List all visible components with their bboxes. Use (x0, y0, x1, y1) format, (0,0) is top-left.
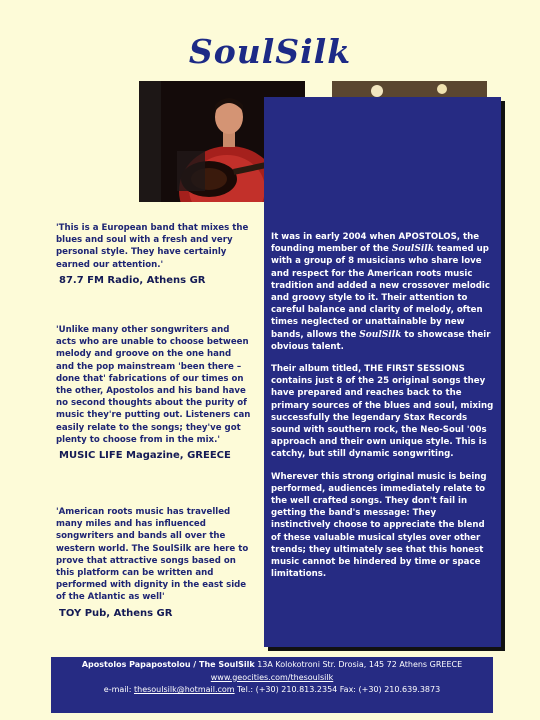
footer-line-2 (51, 672, 493, 685)
fax: Fax: (+30) 210.639.3873 (339, 685, 441, 695)
story-p1-part-b: teamed up with a group of 8 musicians who share love and respect for the American roots music tradition and added a new crossover melodic and groovy style to it. Their attention to careful balance and clarity of melody, often times neglected or unattainable by new bands, allows the (271, 244, 490, 340)
brand-name-inline: SoulSilk (391, 244, 434, 255)
story-text (271, 231, 497, 590)
story-paragraph-3: Wherever this strong original music is being performed, audiences immediately relate to the well crafted songs. They don't fail in getting the band's message: They instinctively choose to appreciate the blend of these valuable musical styles over other trends; they ultimately see that this honest music cannot be hindered by time or space limitations. (271, 471, 487, 580)
story-paragraph-1 (271, 231, 497, 353)
footer-line-1 (51, 659, 493, 672)
footer-line-3 (51, 684, 493, 697)
contact-address: 13A Kolokotroni Str. Drosia, 145 72 Athens GREECE (257, 660, 463, 669)
review-quote: 'American roots music has travelled many miles and has influenced songwriters and bands all over the western world. The SoulSilk are here to prove that attractive songs based on this platform can be written and performed with dignity in the east side of the Atlantic as well' (56, 507, 249, 603)
telephone: Tel.: (+30) 210.813.2354 (237, 685, 338, 695)
review-source: MUSIC LIFE Magazine, GREECE (59, 450, 231, 462)
story-paragraph-2: Their album titled, THE FIRST SESSIONS contains just 8 of the 25 original songs they have prepared and reaches back to the primary sources of the blues and soul, mixing successfully the legendary Stax Records sound with southern rock, the Neo-Soul '00s approach and their own unique style. This is catchy, but still dynamic songwriting. (271, 364, 494, 460)
story-p1-part-c: to showcase their obvious talent. (271, 329, 491, 352)
email-link[interactable]: thesoulsilk@hotmail.com (133, 685, 235, 695)
review-quote: 'Unlike many other songwriters and acts who are unable to choose between melody and groove on the one hand and the pop mainstream 'been there – done that' fabrications of our times on the other, Apostolos and his band have no second thoughts about the purity of music they're putting out. Listeners can easily relate to the songs; they've got plenty to choose from in the mix.' (56, 325, 251, 445)
review-3 (56, 506, 252, 620)
contact-name: Apostolos Papapostolou / The SoulSilk (81, 660, 255, 669)
review-source: 87.7 FM Radio, Athens GR (59, 274, 206, 286)
story-p1-part-a: It was in early 2004 when APOSTOLOS, the founding member of the (271, 232, 480, 255)
website-link[interactable]: www.geocities.com/thesoulsilk (210, 672, 334, 682)
review-source: TOY Pub, Athens GR (59, 607, 173, 619)
brand-name-inline: SoulSilk (359, 329, 402, 340)
page-title: SoulSilk (188, 32, 352, 71)
email-label: e-mail: (103, 685, 132, 695)
review-2 (56, 324, 252, 462)
review-quote: 'This is a European band that mixes the blues and soul with a fresh and very personal style. They have certainly earned our attention.' (56, 223, 249, 270)
review-1 (56, 222, 252, 287)
contact-footer (51, 657, 493, 713)
